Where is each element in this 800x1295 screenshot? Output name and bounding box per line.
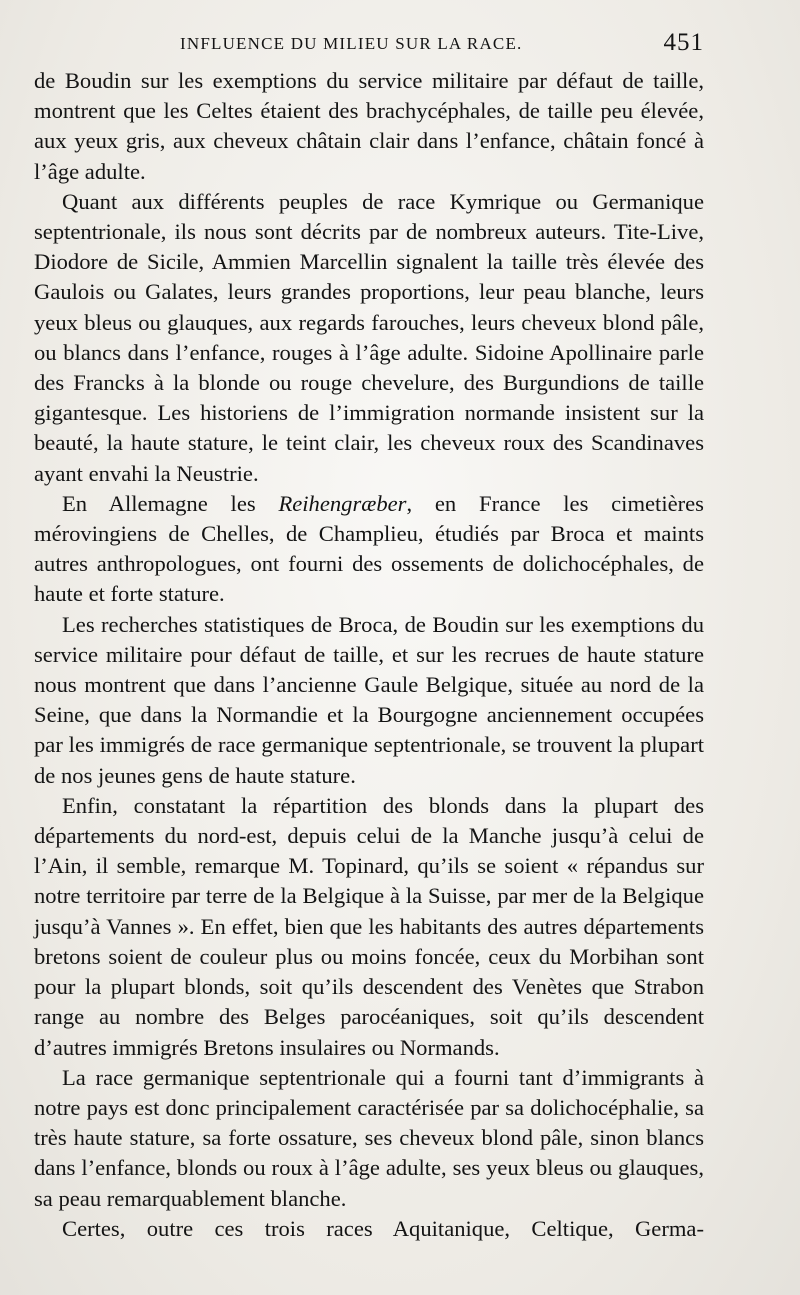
page-number: 451 bbox=[663, 29, 704, 56]
paragraph-reihengraeber-after: , en France les cimetières mérovingiens de Chelles, de Champlieu, étudiés par Broca et maints autres anthropologues, ont fourni des ossements de dolichocéphales, de haute et forte stature. bbox=[34, 490, 704, 607]
reihengraeber-term: Reihengræber bbox=[278, 490, 407, 516]
page-header bbox=[34, 24, 704, 66]
body-text bbox=[34, 66, 704, 1244]
paragraph-germanic-race: La race germanique septentrionale qui a fourni tant d’immigrants à notre pays est donc principalement caractérisée par sa dolichocéphalie, sa très haute stature, sa forte ossature, ses cheveux blond pâle, sinon blancs dans l’enfance, blonds ou roux à l’âge adulte, ses yeux bleus ou glauques, sa peau remarquablement blanche. bbox=[34, 1064, 704, 1211]
paragraph-reihengraeber bbox=[34, 489, 704, 610]
paragraph-continuation: de Boudin sur les exemptions du service militaire par défaut de taille, montrent que les Celtes étaient des brachycéphales, de taille peu élevée, aux yeux gris, aux cheveux châtain clair dans l’enfance, châtain foncé à l’âge adulte. bbox=[34, 68, 704, 184]
paragraph-kymric-peoples: Quant aux différents peuples de race Kymrique ou Germanique septentrionale, ils nous sont décrits par de nombreux auteurs. Tite-Live, Diodore de Sicile, Ammien Marcellin signalent la taille très élevée des Gaulois ou Galates, leurs grandes proportions, leur peau blanche, leurs yeux bleus ou glauques, aux regards farouches, leurs cheveux blond pâle, ou blancs dans l’enfance, rouges à l’âge adulte. Sidoine Apollinaire parle des Francks à la blonde ou rouge chevelure, des Burgundions de taille gigantesque. Les historiens de l’immigration normande insistent sur la beauté, la haute stature, le teint clair, les cheveux roux des Scandinaves ayant envahi la Neustrie. bbox=[34, 188, 704, 486]
paragraph-broca-statistics: Les recherches statistiques de Broca, de Boudin sur les exemptions du service militaire pour défaut de taille, et sur les recrues de haute stature nous montrent que dans l’ancienne Gaule Belgique, située au nord de la Seine, que dans la Normandie et la Bourgogne anciennement occupées par les immigrés de race germanique septentrionale, se trouvent la plupart de nos jeunes gens de haute stature. bbox=[34, 611, 704, 788]
running-head: INFLUENCE DU MILIEU SUR LA RACE. bbox=[180, 34, 523, 53]
paragraph-blond-distribution: Enfin, constatant la répartition des blonds dans la plupart des départements du nord-est, depuis celui de la Manche jusqu’à celui de l’Ain, il semble, remarque M. Topinard, qu’ils se soient « répandus sur notre territoire par terre de la Belgique à la Suisse, par mer de la Belgique jusqu’à Vannes ». En effet, bien que les habitants des autres départements bretons soient de couleur plus ou moins foncée, ceux du Morbihan sont pour la plupart blonds, soit qu’ils descendent des Venètes que Strabon range au nombre des Belges parocéaniques, soit qu’ils descendent d’autres immigrés Bretons insulaires ou Normands. bbox=[34, 792, 704, 1060]
paragraph-three-races: Certes, outre ces trois races Aquitanique, Celtique, Germa- bbox=[62, 1215, 704, 1241]
paragraph-reihengraeber-before: En Allemagne les bbox=[62, 490, 279, 516]
